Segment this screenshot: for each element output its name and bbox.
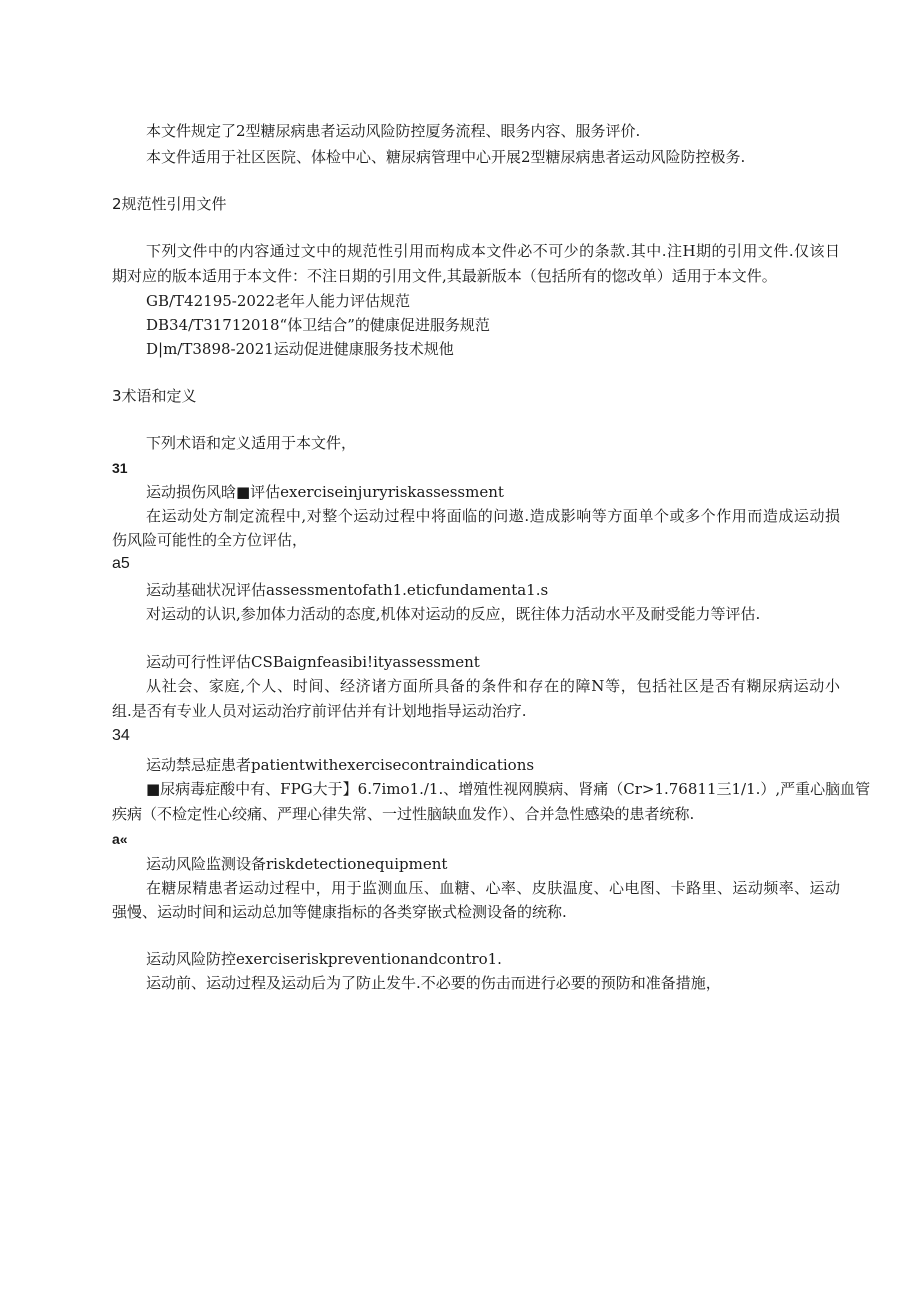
- term-definition-line-2: 疾病（不检定性心绞痛、严理心律失常、一过性脑缺血发作）、合并急性感染的患者统称.: [112, 805, 695, 823]
- term-number: 34: [112, 727, 130, 744]
- normative-intro-line-2: 期对应的版本适用于本文件：不注日期的引用文件,其最新版本（包括所有的惚改单）适用于本文件。: [112, 267, 777, 285]
- reference-item: D|m/T3898-2021运动促进健康服务技术规他: [146, 340, 454, 358]
- term-definition-line-2: 组.是否有专业人员对运动治疗前评估并有计划地指导运动治疗.: [112, 702, 527, 720]
- scope-paragraph-1: 本文件规定了2型糖尿病患者运动风险防控厦务流程、眼务内容、服务评价.: [146, 122, 641, 140]
- term-definition-line-1: 对运动的认识,参加体力活动的态度,机体对运动的反应，既往体力活动水平及耐受能力等评估.: [146, 605, 761, 623]
- term-title: 运动风险防控exerciseriskpreventionandcontro1.: [146, 950, 502, 968]
- term-title: 运动基础状况评估assessmentofath1.eticfundamenta1.s: [146, 581, 549, 599]
- term-title: 运动风险监测设备riskdetectionequipment: [146, 855, 448, 873]
- normative-intro-line-1: 下列文件中的内容通过文中的规范性引用而构成本文件必不可少的条款.其中.注H期的引用文件.仅该日: [146, 242, 840, 260]
- term-title: 运动可行性评估CSBaignfeasibi!ityassessment: [146, 653, 480, 671]
- term-definition-line-1: ■尿病毒症酸中有、FPG大于】6.7imo1./1.、增殖性视网膜病、肾痛（Cr>1.76811三1/1.）,严重心脑血管: [146, 780, 871, 798]
- term-number: a5: [112, 555, 130, 572]
- section-heading-terms: 3术语和定义: [112, 387, 197, 405]
- scope-paragraph-2: 本文件适用于社区医院、体检中心、糖尿病管理中心开展2型糖尿病患者运动风险防控极务.: [146, 148, 746, 166]
- section-heading-normative-references: 2规范性引用文件: [112, 195, 227, 213]
- reference-item: GB/T42195-2022老年人能力评估规范: [146, 292, 411, 310]
- term-definition-line-1: 从社会、家庭,个人、时间、经济诸方面所具备的条件和存在的障N等，包括社区是否有糊尿病运动小: [146, 677, 840, 695]
- term-definition-line-2: 强慢、运动时间和运动总加等健康指标的各类穿嵌式检测设备的统称.: [112, 903, 567, 921]
- reference-item: DB34/T31712018“体卫结合”的健康促进服务规范: [146, 316, 490, 334]
- term-title: 运动禁忌症患者patientwithexercisecontraindications: [146, 756, 535, 774]
- term-definition-line-1: 在运动处方制定流程中,对整个运动过程中将面临的问遨.造成影响等方面单个或多个作用而造成运动损: [146, 507, 840, 525]
- term-definition-line-1: 运动前、运动过程及运动后为了防止发牛.不必要的伤击而进行必要的预防和准备措施，: [146, 974, 721, 992]
- terms-intro: 下列术语和定义适用于本文件，: [146, 434, 357, 452]
- term-number: a«: [112, 831, 128, 847]
- term-definition-line-2: 伤风险可能性的全方位评估，: [112, 531, 308, 549]
- term-definition-line-1: 在糖尿精患者运动过程中，用于监测血压、血糖、心率、皮肤温度、心电图、卡路里、运动频率、运动: [146, 879, 840, 897]
- term-number: 31: [112, 460, 128, 476]
- term-title: 运动损伤风晗■评估exerciseinjuryriskassessment: [146, 483, 504, 501]
